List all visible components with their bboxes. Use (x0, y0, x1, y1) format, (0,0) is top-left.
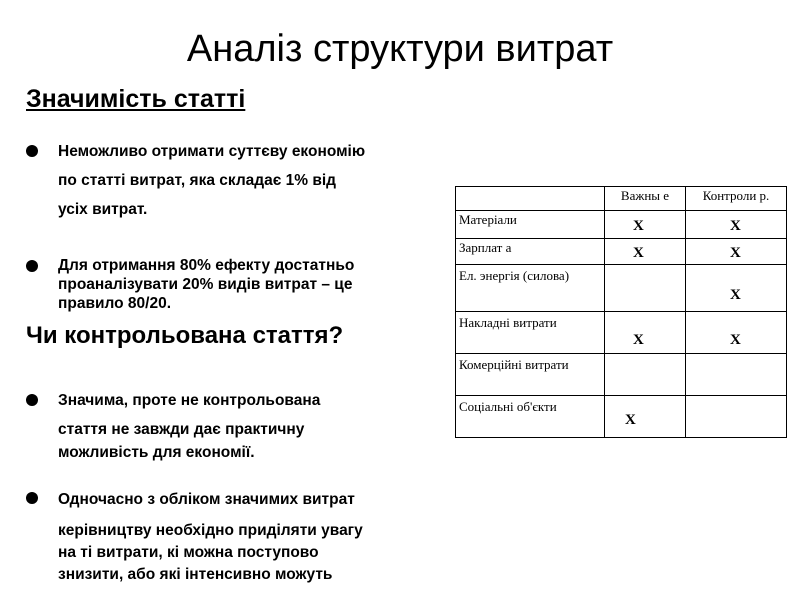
table-header-cell (456, 187, 605, 211)
page-title: Аналіз структури витрат (186, 28, 614, 70)
mark-important: X (633, 218, 644, 234)
row-name: Матеріали (456, 211, 605, 239)
bullet-line: стаття не завжди дає практичну (58, 421, 305, 438)
bullet-dot-icon (26, 394, 38, 406)
bullet-line: можливість для економії. (58, 444, 255, 461)
section-heading-controllability: Чи контрольована стаття? (26, 322, 344, 349)
row-name: Зарплат а (456, 239, 605, 265)
table-row (456, 312, 787, 354)
bullet-line: усіх витрат. (58, 201, 148, 218)
mark-controlled: X (730, 332, 741, 348)
bullet-line: Значима, проте не контрольована (58, 392, 321, 409)
mark-controlled: X (730, 245, 741, 261)
mark-important: X (633, 245, 644, 261)
table-header-controlled: Контроли р. (686, 187, 787, 211)
cost-table (455, 186, 787, 438)
bullet-dot-icon (26, 145, 38, 157)
bullet-line: по статті витрат, яка складає 1% від (58, 172, 337, 189)
mark-controlled: X (730, 287, 741, 303)
bullet-line: Для отримання 80% ефекту достатньо (58, 257, 355, 274)
table-row (456, 396, 787, 438)
bullet-line: проаналізувати 20% видів витрат – це (58, 276, 353, 293)
row-name: Комерційні витрати (456, 354, 605, 396)
table-row (456, 265, 787, 312)
row-name: Накладні витрати (456, 312, 605, 354)
bullet-line: керівництву необхідно приділяти увагу (58, 522, 363, 539)
table-header-row (456, 187, 787, 211)
bullet-line: знизити, або які інтенсивно можуть (58, 566, 333, 583)
section-heading-significance: Значимість статті (26, 85, 246, 113)
bullet-line: Одночасно з обліком значимих витрат (58, 491, 355, 508)
table-row (456, 239, 787, 265)
bullet-dot-icon (26, 260, 38, 272)
mark-controlled: X (730, 218, 741, 234)
bullet-line: Неможливо отримати суттєву економію (58, 143, 366, 160)
bullet-dot-icon (26, 492, 38, 504)
row-name: Соціальні об'єкти (456, 396, 605, 438)
bullet-line: на ті витрати, кі можна поступово (58, 544, 319, 561)
row-name: Ел. энергія (силова) (456, 265, 605, 312)
mark-important: X (625, 412, 636, 428)
table-row (456, 211, 787, 239)
table-header-important: Важны е (605, 187, 686, 211)
mark-important: X (633, 332, 644, 348)
bullet-line: правило 80/20. (58, 295, 172, 312)
table-row (456, 354, 787, 396)
